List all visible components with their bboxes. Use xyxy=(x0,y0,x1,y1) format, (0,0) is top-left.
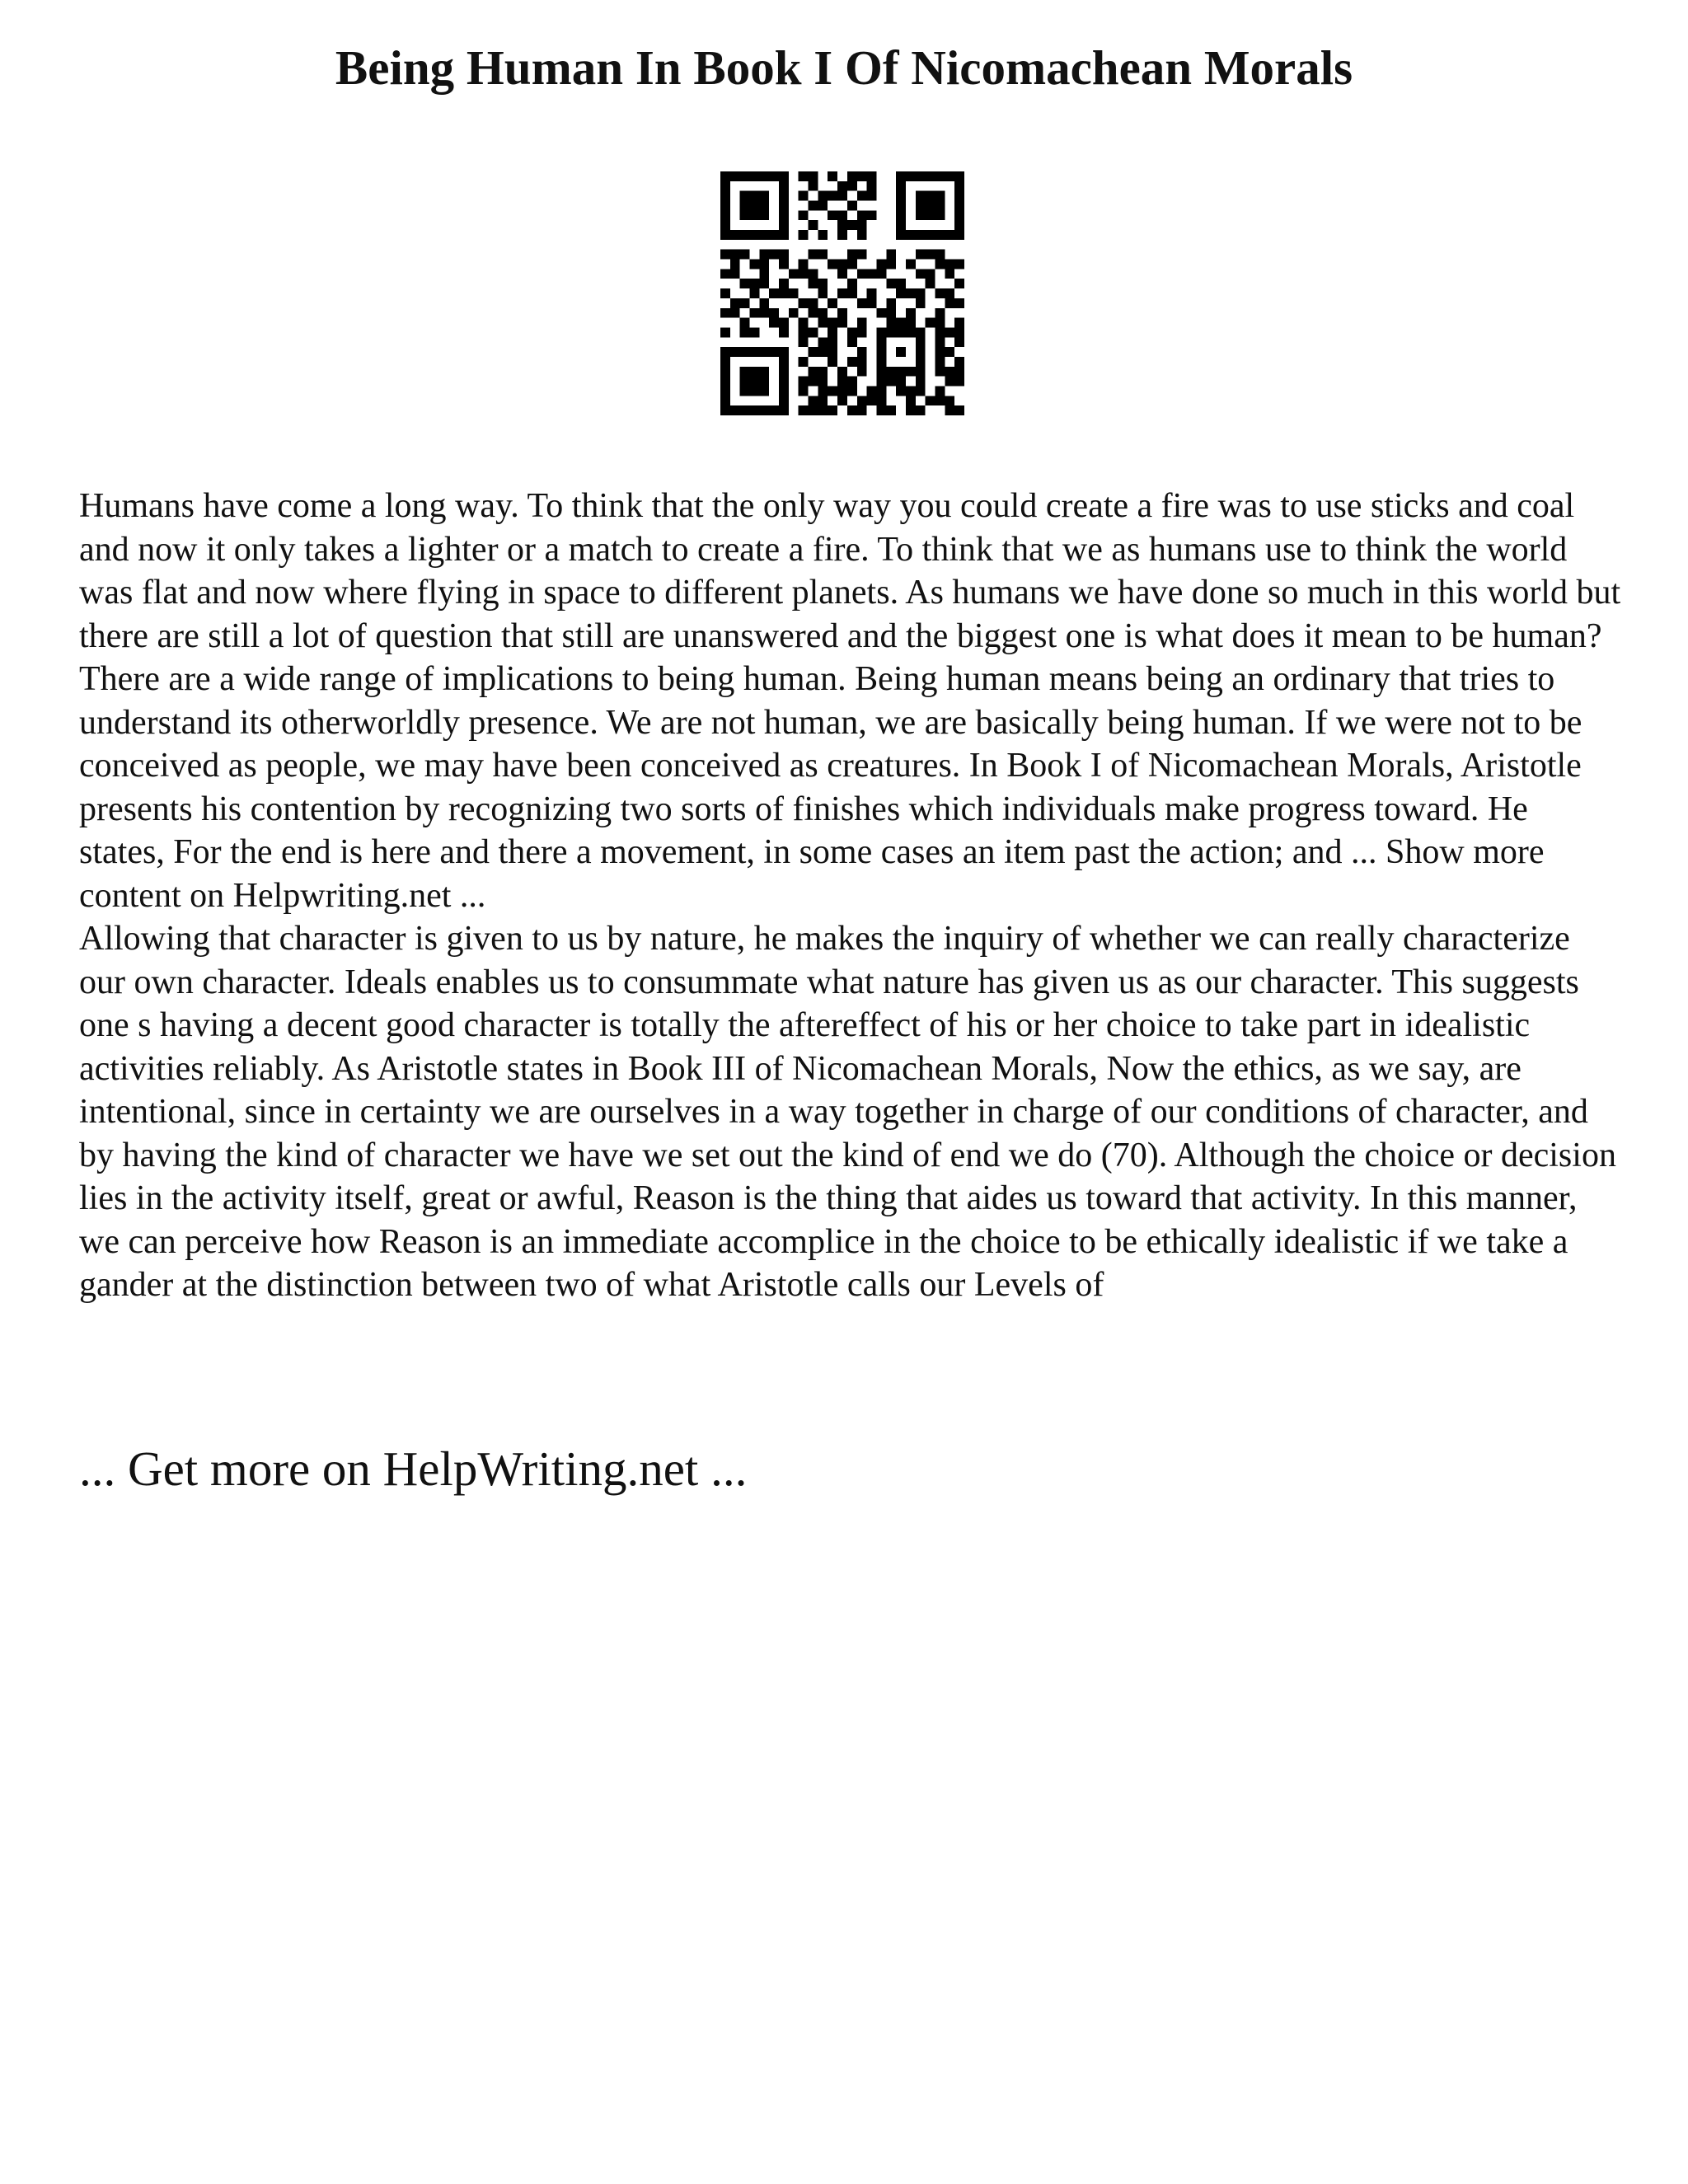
qr-code-icon xyxy=(720,171,964,415)
get-more-link[interactable]: ... Get more on HelpWriting.net ... xyxy=(79,1441,748,1496)
paragraph: Humans have come a long way. To think that the only way you could create a fire was to use sticks and coal and now it only takes a lighter or a match to create a fire. To think that we as humans use to think the world was flat and now where flying in space to different planets. As humans we have done so much in this world but there are still a lot of question that still are unanswered and the biggest one is what does it mean to be human? xyxy=(79,487,1621,655)
article-body xyxy=(79,485,1622,1307)
paragraph: There are a wide range of implications to being human. Being human means being an ordinary that tries to understand its otherworldly presence. We are not human, we are basically being human. If we were not to be conceived as people, we may have been conceived as creatures. In Book I of Nicomachean Morals, Aristotle presents his contention by recognizing two sorts of finishes which individuals make progress toward. He states, For the end is here and there a movement, in some cases an item past the action; and ... Show more content on Helpwriting.net ... xyxy=(79,660,1582,915)
paragraph: Allowing that character is given to us by nature, he makes the inquiry of whether we can really characterize our own character. Ideals enables us to consummate what nature has given us as our character. This suggests one s having a decent good character is totally the aftereffect of his or her choice to take part in idealistic activities reliably. As Aristotle states in Book III of Nicomachean Morals, Now the ethics, as we say, are intentional, since in certainty we are ourselves in a way together in charge of our conditions of character, and by having the kind of character we have we set out the kind of end we do (70). Although the choice or decision lies in the activity itself, great or awful, Reason is the thing that aides us toward that activity. In this manner, we can perceive how Reason is an immediate accomplice in the choice to be ethically idealistic if we take a gander at the distinction between two of what Aristotle calls our Levels of xyxy=(79,920,1616,1304)
page-title: Being Human In Book I Of Nicomachean Morals xyxy=(335,40,1353,95)
